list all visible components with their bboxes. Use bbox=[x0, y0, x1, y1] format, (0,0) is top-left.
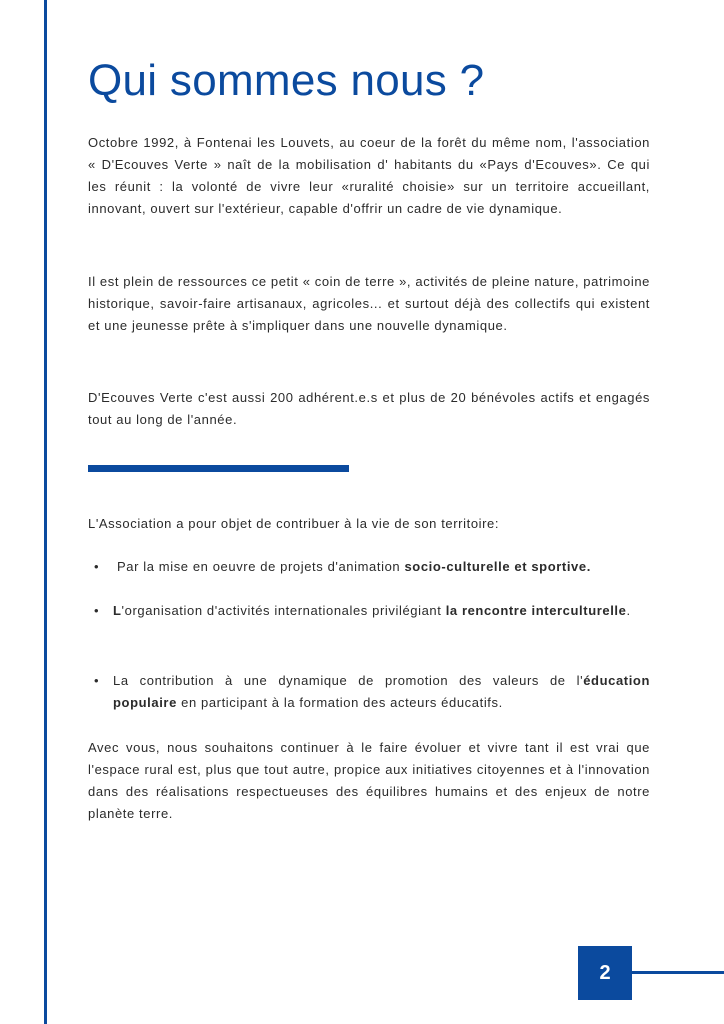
page-title: Qui sommes nous ? bbox=[88, 56, 485, 105]
bullet-icon: • bbox=[94, 603, 100, 618]
purpose-item-text: La contribution à une dynamique de promotion des valeurs de l'éducation populaire en participant à la formation des acteurs éducatifs. bbox=[113, 673, 650, 710]
page-number-rule bbox=[632, 971, 724, 974]
section-divider bbox=[88, 465, 349, 472]
paragraph-resources: Il est plein de ressources ce petit « coin de terre », activités de pleine nature, patrimoine historique, savoir-faire artisanaux, agricoles... et surtout déjà des collectifs qui existent et une jeunesse prête à s'impliquer dans une nouvelle dynamique. bbox=[88, 274, 650, 333]
purpose-item-emphasis: socio-culturelle et sportive. bbox=[404, 559, 591, 574]
purpose-item-emphasis: la rencontre interculturelle bbox=[445, 603, 627, 618]
page-number-badge: 2 bbox=[578, 946, 632, 1000]
paragraph-purpose-intro: L'Association a pour objet de contribuer à la vie de son territoire: bbox=[88, 516, 500, 531]
paragraph-closing: Avec vous, nous souhaitons continuer à le faire évoluer et vivre tant il est vrai que l'espace rural est, plus que tout autre, propice aux initiatives citoyennes et à l'innovation dans des réalisations respectueuses des équilibres humains et des enjeux de notre planète terre. bbox=[88, 740, 650, 821]
bullet-icon: • bbox=[94, 673, 100, 688]
bullet-icon: • bbox=[94, 559, 100, 574]
paragraph-history: Octobre 1992, à Fontenai les Louvets, au coeur de la forêt du même nom, l'association « D'Ecouves Verte » naît de la mobilisation d' habitants du «Pays d'Ecouves». Ce qui les réunit : la volonté de vivre leur «ruralité choisie» sur un territoire accueillant, innovant, ouvert sur l'extérieur, capable d'offrir un cadre de vie dynamique. bbox=[88, 135, 650, 216]
paragraph-members: D'Ecouves Verte c'est aussi 200 adhérent.e.s et plus de 20 bénévoles actifs et engagés tout au long de l'année. bbox=[88, 390, 650, 427]
purpose-item-text: L'organisation d'activités internationales privilégiant la rencontre interculturelle. bbox=[113, 603, 631, 618]
left-vertical-rule bbox=[44, 0, 47, 1024]
purpose-item-emphasis: éducation populaire bbox=[113, 673, 650, 710]
purpose-item-text: Par la mise en oeuvre de projets d'animation socio-culturelle et sportive. bbox=[117, 559, 591, 574]
